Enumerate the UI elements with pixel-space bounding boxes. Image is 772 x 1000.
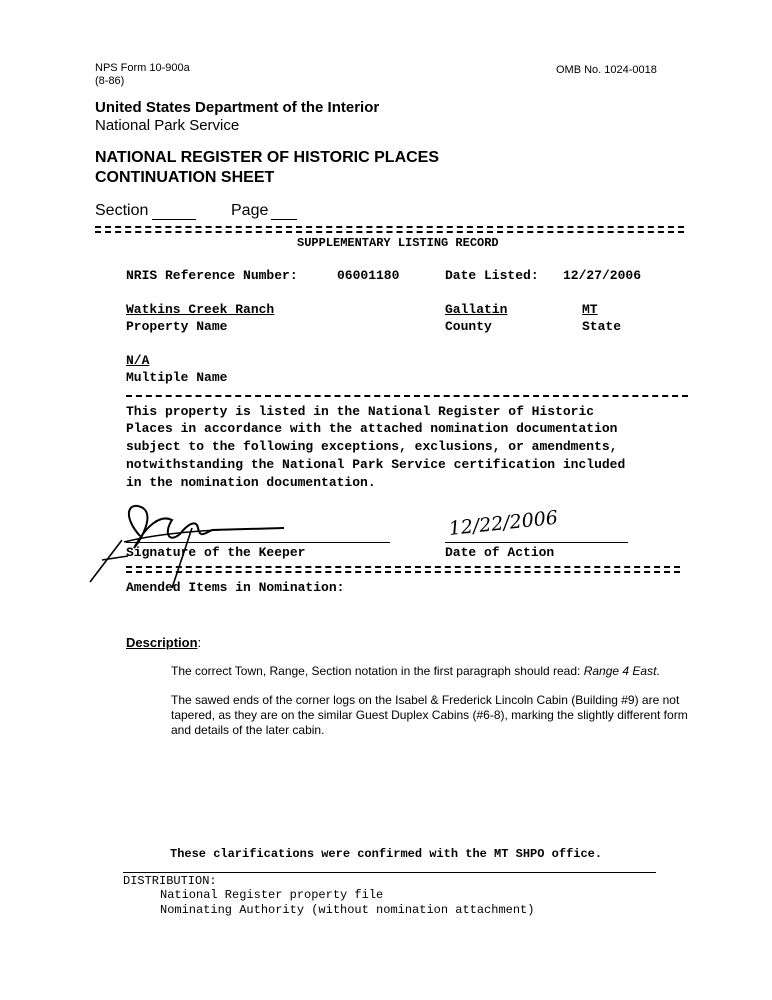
signature-label: Signature of the Keeper bbox=[126, 545, 306, 560]
state-value: MT bbox=[582, 302, 598, 317]
description-heading-colon: : bbox=[197, 635, 202, 650]
state-label: State bbox=[582, 319, 622, 334]
statement-line: subject to the following exceptions, exclusions, or amendments, bbox=[126, 439, 618, 454]
amended-double-rule bbox=[126, 566, 680, 573]
confirmation-note: These clarifications were confirmed with the MT SHPO office. bbox=[170, 847, 603, 861]
county-label: County bbox=[445, 319, 492, 334]
agency-name: National Park Service bbox=[95, 117, 240, 134]
distribution-label: DISTRIBUTION: bbox=[123, 874, 217, 888]
distribution-item: National Register property file bbox=[160, 888, 384, 902]
omb-number: OMB No. 1024-0018 bbox=[556, 64, 657, 76]
property-name-label: Property Name bbox=[126, 319, 228, 334]
statement-line: This property is listed in the National Register of Historic bbox=[126, 404, 595, 419]
record-heading: SUPPLEMENTARY LISTING RECORD bbox=[297, 236, 499, 250]
distribution-rule bbox=[123, 872, 656, 873]
signature-line bbox=[126, 542, 390, 543]
page-label: Page bbox=[231, 202, 269, 219]
description-paragraph bbox=[171, 664, 660, 678]
description-paragraph-line: The sawed ends of the corner logs on the Isabel & Frederick Lincoln Cabin (Building #9) are not bbox=[171, 693, 680, 707]
multiple-name-label: Multiple Name bbox=[126, 370, 228, 385]
statement-line: Places in accordance with the attached nomination documentation bbox=[126, 421, 618, 436]
department-name: United States Department of the Interior bbox=[95, 99, 380, 116]
date-listed-value: 12/27/2006 bbox=[563, 268, 642, 283]
description-paragraph-text: The correct Town, Range, Section notation in the first paragraph should read: bbox=[171, 664, 584, 678]
page-blank bbox=[271, 219, 297, 220]
action-date-line bbox=[445, 542, 628, 543]
description-paragraph-end: . bbox=[656, 664, 660, 678]
form-title: NATIONAL REGISTER OF HISTORIC PLACES bbox=[95, 149, 440, 166]
description-heading bbox=[126, 635, 201, 650]
section-blank bbox=[152, 219, 196, 220]
keeper-signature bbox=[88, 498, 328, 588]
statement-dashed-rule bbox=[126, 395, 688, 397]
description-heading-text: Description bbox=[126, 635, 198, 650]
action-date-label: Date of Action bbox=[445, 545, 555, 560]
form-subtitle: CONTINUATION SHEET bbox=[95, 169, 275, 186]
description-paragraph-line: tapered, as they are on the similar Guest Duplex Cabins (#6-8), marking the slightly different form bbox=[171, 708, 688, 722]
distribution-item: Nominating Authority (without nomination attachment) bbox=[160, 903, 535, 917]
form-number: NPS Form 10-900a bbox=[95, 62, 190, 74]
header-double-rule bbox=[95, 226, 684, 233]
date-listed-label: Date Listed: bbox=[445, 268, 539, 283]
multiple-name-value: N/A bbox=[126, 353, 150, 368]
amended-label: Amended Items in Nomination: bbox=[126, 580, 345, 595]
form-date: (8-86) bbox=[95, 75, 125, 87]
description-emphasis: Range 4 East bbox=[583, 664, 657, 678]
section-label: Section bbox=[95, 202, 149, 219]
statement-line: in the nomination documentation. bbox=[126, 475, 376, 490]
description-paragraph-line: and details of the later cabin. bbox=[171, 723, 325, 737]
nris-label: NRIS Reference Number: bbox=[126, 268, 298, 283]
county-value: Gallatin bbox=[445, 302, 508, 317]
statement-line: notwithstanding the National Park Service certification included bbox=[126, 457, 626, 472]
property-name-value: Watkins Creek Ranch bbox=[126, 302, 275, 317]
nris-value: 06001180 bbox=[337, 268, 400, 283]
action-date-handwritten: 12/22/2006 bbox=[447, 506, 559, 540]
